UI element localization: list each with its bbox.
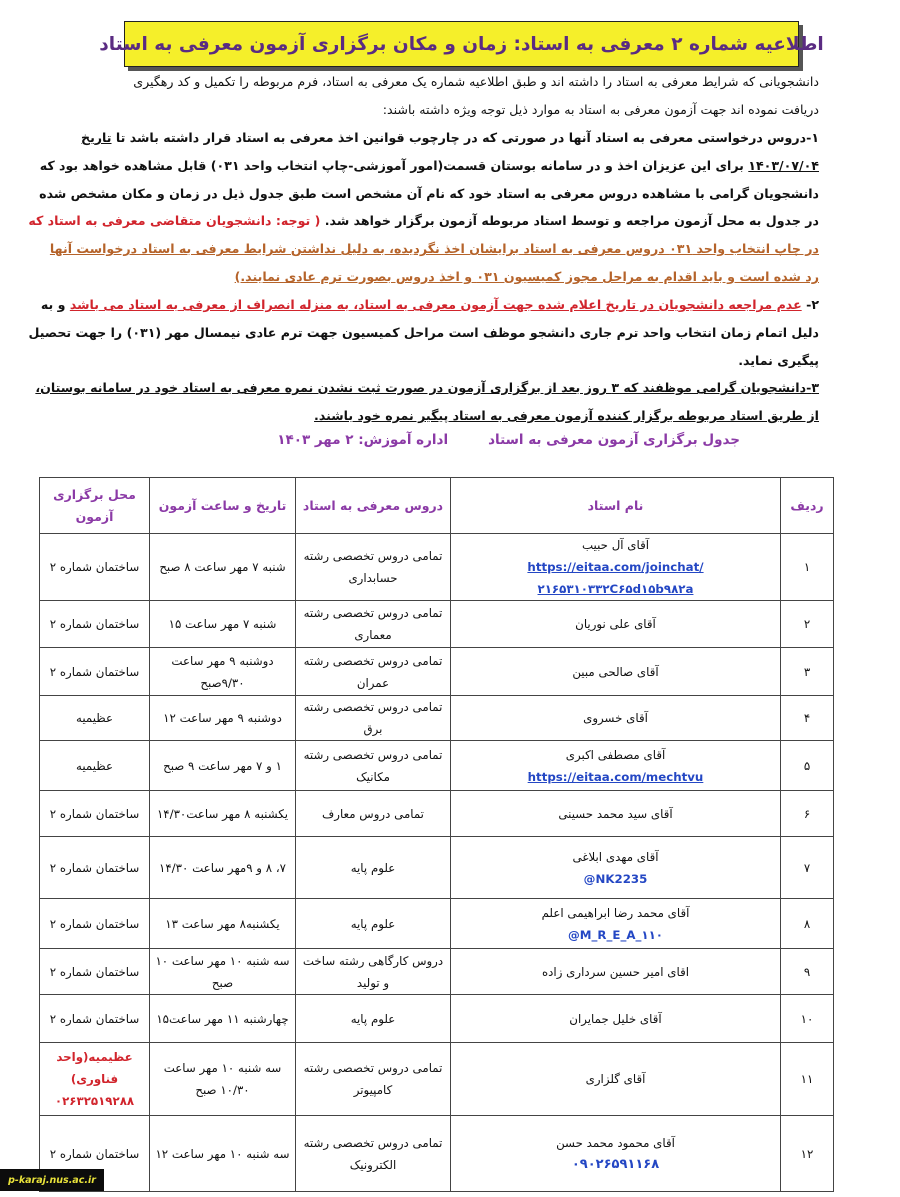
table-row <box>40 741 834 791</box>
row-number: ۱۱ <box>781 1043 834 1116</box>
eitaa-handle[interactable]: @NK2235 <box>583 871 648 886</box>
teacher-cell <box>451 741 781 791</box>
table-row <box>40 995 834 1043</box>
courses-cell: تمامی دروس تخصصی رشته برق <box>296 696 451 741</box>
row-number: ۱۲ <box>781 1116 834 1192</box>
schedule-table <box>39 477 834 1192</box>
teacher-name: آقای محمد رضا ابراهیمی اعلم <box>541 905 690 920</box>
location-cell: عظیمیه <box>40 741 150 791</box>
schedule-heading <box>180 432 740 448</box>
courses-cell: تمامی دروس تخصصی رشته عمران <box>296 648 451 696</box>
datetime-cell: شنبه ۷ مهر ساعت ۱۵ <box>150 601 296 648</box>
datetime-cell: یکشنبه۸ مهر ساعت ۱۳ <box>150 899 296 949</box>
teacher-cell: اقای امیر حسین سرداری زاده <box>451 949 781 995</box>
row-number: ۹ <box>781 949 834 995</box>
row-number: ۷ <box>781 837 834 899</box>
intro-line-1: دانشجویانی که شرایط معرفی به استاد را داشته اند و طبق اطلاعیه شماره یک معرفی به استاد، فرم مربوطه را تکمیل و کد رهگیری <box>133 74 819 89</box>
location-cell <box>40 1043 150 1116</box>
row-number: ۸ <box>781 899 834 949</box>
schedule-office: اداره آموزش: ۲ مهر ۱۴۰۳ <box>277 432 449 448</box>
row-number: ۱۰ <box>781 995 834 1043</box>
table-row <box>40 837 834 899</box>
location-cell: ساختمان شماره ۲ <box>40 648 150 696</box>
location-cell: ساختمان شماره ۲ <box>40 534 150 601</box>
item-3 <box>35 374 819 430</box>
item-1-note-f: رد شده است و باید اقدام به مراحل مجوز کمیسیون ۰۳۱ و اخذ دروس بصورت ترم عادی نمایند.) <box>234 268 819 284</box>
header-location: محل برگزاری آزمون <box>40 478 150 534</box>
item-1-line-b: ۱۴۰۳/۰۷/۰۴ برای این عزیزان اخذ و در سامانه بوستان قسمت(امور آموزشی-چاپ انتخاب واحد ۰۳۱) قابل مشاهده خواهد بود که <box>39 157 819 173</box>
teacher-cell <box>451 1116 781 1192</box>
teacher-cell: آقای خلیل جمایران <box>451 995 781 1043</box>
row-number: ۵ <box>781 741 834 791</box>
row-number: ۳ <box>781 648 834 696</box>
teacher-name: آقای آل حبیب <box>581 538 650 552</box>
location-cell: ساختمان شماره ۲ <box>40 899 150 949</box>
datetime-cell: دوشنبه ۹ مهر ساعت ۱۲ <box>150 696 296 741</box>
courses-cell: تمامی دروس تخصصی رشته حسابداری <box>296 534 451 601</box>
teacher-cell: آقای سید محمد حسینی <box>451 791 781 837</box>
datetime-cell: ۱ و ۷ مهر ساعت ۹ صبح <box>150 741 296 791</box>
item-1-note-e: در چاپ انتخاب واحد ۰۳۱ دروس معرفی به استاد برایشان اخذ نگردیده، به دلیل نداشتن شرایط معرفی به استاد درخواست آنها <box>49 241 819 257</box>
table-row <box>40 899 834 949</box>
courses-cell: تمامی دروس تخصصی رشته الکترونیک <box>296 1116 451 1192</box>
item-2-line-a: ۲- عدم مراجعه دانشجویان در تاریخ اعلام شده جهت آزمون معرفی به استاد، به منزله انصراف از معرفی به استاد می باشد و به <box>40 297 819 312</box>
header-teacher: نام استاد <box>451 478 781 534</box>
row-number: ۲ <box>781 601 834 648</box>
location-cell: ساختمان شماره ۲ <box>40 995 150 1043</box>
header-datetime: تاریخ و ساعت آزمون <box>150 478 296 534</box>
teacher-cell: آقای خسروی <box>451 696 781 741</box>
datetime-cell: چهارشنبه ۱۱ مهر ساعت۱۵ <box>150 995 296 1043</box>
row-number: ۶ <box>781 791 834 837</box>
table-row <box>40 1116 834 1192</box>
site-url-badge <box>0 1169 104 1191</box>
location-cell: عظیمیه <box>40 696 150 741</box>
teacher-name: آقای مصطفی اکبری <box>565 747 666 762</box>
courses-cell: تمامی دروس معارف <box>296 791 451 837</box>
table-row <box>40 648 834 696</box>
location-cell: ساختمان شماره ۲ <box>40 1116 150 1192</box>
schedule-title: جدول برگزاری آزمون معرفی به استاد <box>488 432 740 448</box>
site-url[interactable]: p-karaj.nus.ac.ir <box>8 1174 96 1186</box>
eitaa-link[interactable]: https://eitaa.com/joinchat/۲۱۶۵۳۱۰۳۳۲C۶۵d۱۵b۹۸۲a <box>527 560 704 596</box>
datetime-cell: دوشنبه ۹ مهر ساعت ۹/۳۰صبح <box>150 648 296 696</box>
item-1-line-a: ۱-دروس درخواستی معرفی به استاد آنها در صورتی که در چارچوب قوانین اخذ معرفی به استاد قرار داشته باشد تا تاریخ <box>81 130 819 145</box>
teacher-cell <box>451 534 781 601</box>
title-banner <box>99 21 824 67</box>
courses-cell: دروس کارگاهی رشته ساخت و تولید <box>296 949 451 995</box>
intro-paragraph <box>66 68 819 124</box>
item-1 <box>28 124 819 291</box>
table-row <box>40 1043 834 1116</box>
table-row <box>40 949 834 995</box>
row-number: ۱ <box>781 534 834 601</box>
courses-cell: تمامی دروس تخصصی رشته کامپیوتر <box>296 1043 451 1116</box>
location-cell: ساختمان شماره ۲ <box>40 601 150 648</box>
teacher-name: آقای مهدی ابلاغی <box>572 849 659 864</box>
item-1-line-c: دانشجویان گرامی با مشاهده دروس معرفی به استاد خود که نام آن مشخص است طبق جدول ذیل در زمان و مکان مشخص شده <box>39 185 819 201</box>
header-courses: دروس معرفی به استاد <box>296 478 451 534</box>
teacher-cell: آقای صالحی مبین <box>451 648 781 696</box>
location-text: عظیمیه(واحد فناوری) <box>56 1050 133 1086</box>
table-row <box>40 601 834 648</box>
courses-cell: علوم پایه <box>296 995 451 1043</box>
courses-cell: تمامی دروس تخصصی رشته معماری <box>296 601 451 648</box>
datetime-cell: سه شنبه ۱۰ مهر ساعت ۱۰/۳۰ صبح <box>150 1043 296 1116</box>
datetime-cell: یکشنبه ۸ مهر ساعت۱۴/۳۰ <box>150 791 296 837</box>
courses-cell: تمامی دروس تخصصی رشته مکانیک <box>296 741 451 791</box>
item-3-line-a: ۳-دانشجویان گرامی موظفند که ۳ روز بعد از برگزاری آزمون در صورت ثبت نشدن نمره معرفی به استاد خود در سامانه بوستان، <box>35 380 819 395</box>
location-phone: ۰۲۶۳۲۵۱۹۲۸۸ <box>54 1094 135 1108</box>
teacher-cell <box>451 837 781 899</box>
table-row <box>40 791 834 837</box>
item-2-line-b: دلیل اتمام زمان انتخاب واحد ترم جاری دانشجو موظف است مراحل کمیسیون جهت ترم عادی نیمسال مهر (۰۳۱) را جهت تحصیل <box>28 324 819 340</box>
teacher-name: آقای محمود محمد حسن <box>556 1135 675 1150</box>
item-2-line-c: پیگیری نماید. <box>738 352 819 368</box>
table-row <box>40 534 834 601</box>
table-header-row <box>40 478 834 534</box>
location-cell: ساختمان شماره ۲ <box>40 791 150 837</box>
teacher-cell <box>451 899 781 949</box>
courses-cell: علوم پایه <box>296 837 451 899</box>
page-title: اطلاعیه شماره ۲ معرفی به استاد: زمان و مکان برگزاری آزمون معرفی به استاد <box>99 33 824 55</box>
row-number: ۴ <box>781 696 834 741</box>
location-cell: ساختمان شماره ۲ <box>40 837 150 899</box>
teacher-cell: آقای گلزاری <box>451 1043 781 1116</box>
eitaa-link[interactable]: https://eitaa.com/mechtvu <box>527 769 704 784</box>
teacher-cell: آقای علی نوریان <box>451 601 781 648</box>
table-row <box>40 696 834 741</box>
header-row-number: ردیف <box>781 478 834 534</box>
eitaa-handle[interactable]: @M_R_E_A_۱۱۰ <box>567 927 663 942</box>
courses-cell: علوم پایه <box>296 899 451 949</box>
datetime-cell: سه شنبه ۱۰ مهر ساعت ۱۰ صبح <box>150 949 296 995</box>
datetime-cell: ۷، ۸ و ۹مهر ساعت ۱۴/۳۰ <box>150 837 296 899</box>
location-cell: ساختمان شماره ۲ <box>40 949 150 995</box>
teacher-phone[interactable]: ۰۹۰۲۶۵۹۱۱۶۸ <box>571 1156 660 1172</box>
item-2 <box>28 291 819 374</box>
item-3-line-b: از طریق استاد مربوطه برگزار کننده آزمون معرفی به استاد پیگیر نمره خود باشند. <box>314 407 819 423</box>
item-1-line-d: در جدول به محل آزمون مراجعه و توسط استاد مربوطه آزمون برگزار خواهد شد. ( توجه: دانشجویان متقاضی معرفی به استاد که <box>28 213 819 229</box>
datetime-cell: شنبه ۷ مهر ساعت ۸ صبح <box>150 534 296 601</box>
intro-line-2: دریافت نموده اند جهت آزمون معرفی به استاد به موارد ذیل توجه ویژه داشته باشند: <box>382 101 819 117</box>
datetime-cell: سه شنبه ۱۰ مهر ساعت ۱۲ <box>150 1116 296 1192</box>
